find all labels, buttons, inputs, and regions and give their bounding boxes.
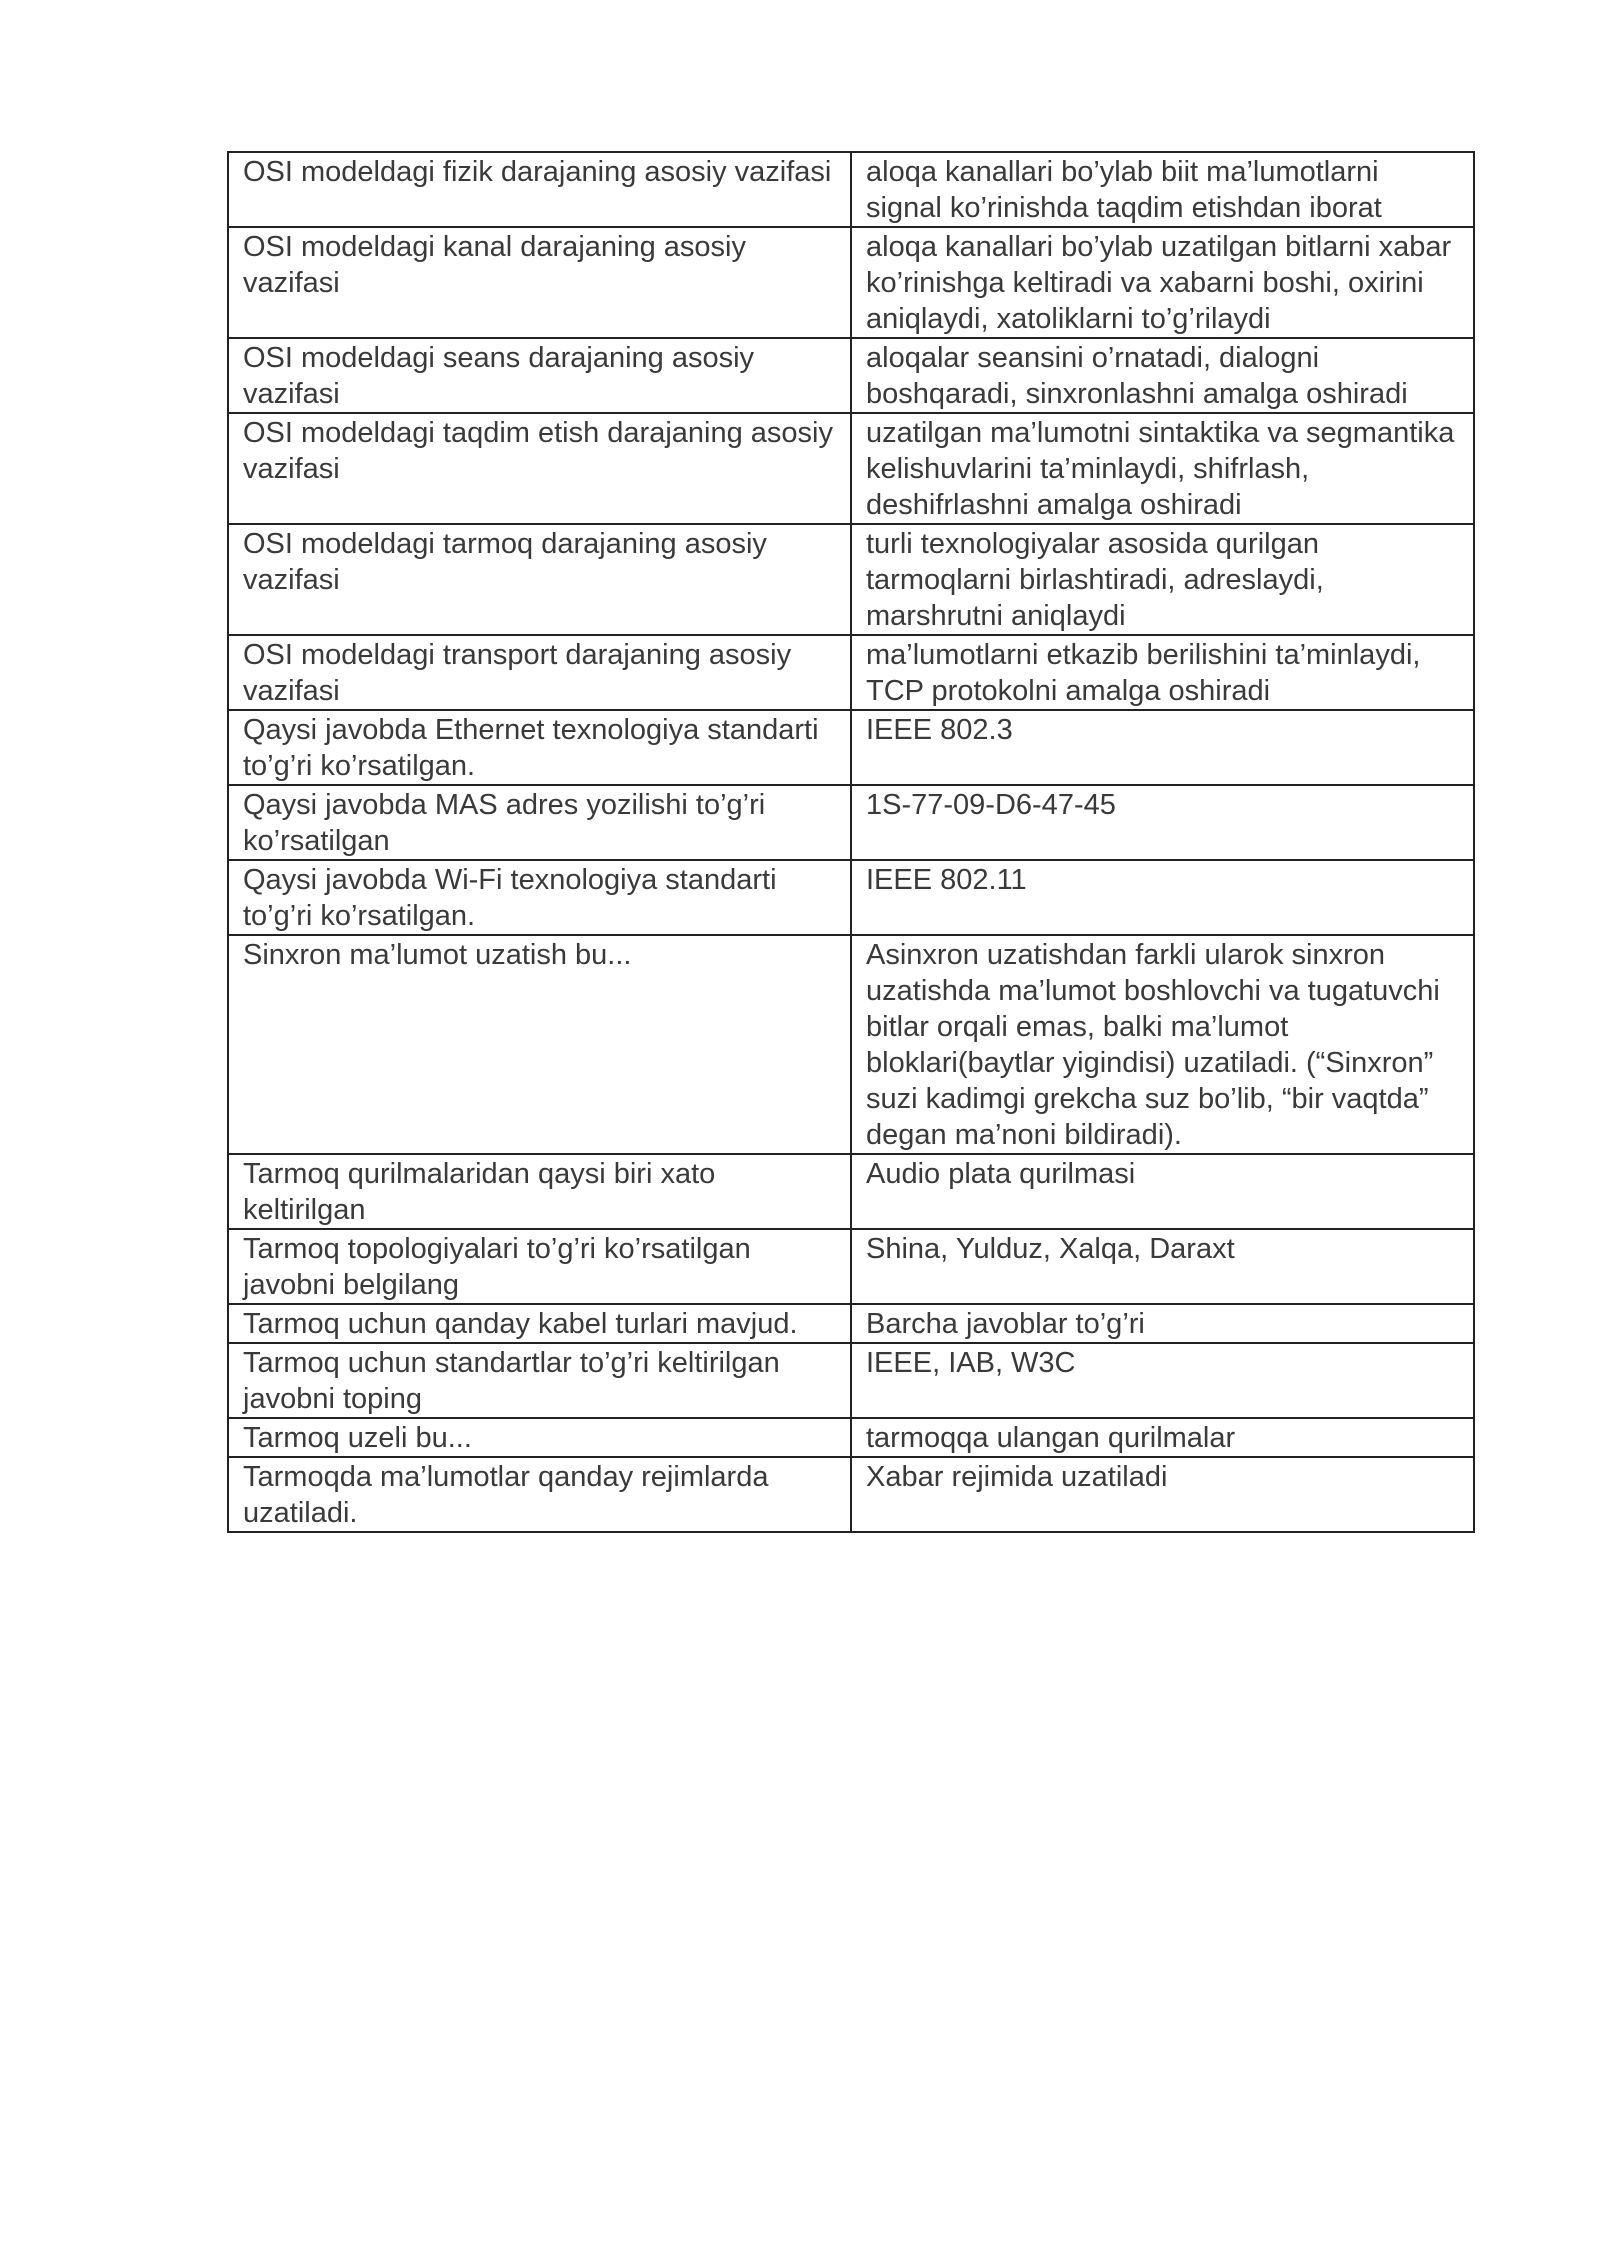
table-row — [228, 1229, 1474, 1304]
answer-cell: IEEE 802.11 — [851, 860, 1474, 935]
table-row — [228, 785, 1474, 860]
question-cell: Qaysi javobda Wi-Fi texnologiya standarti to’g’ri ko’rsatilgan. — [228, 860, 851, 935]
table-row — [228, 1154, 1474, 1229]
question-cell: Qaysi javobda MAS adres yozilishi to’g’ri ko’rsatilgan — [228, 785, 851, 860]
question-cell: OSI modeldagi seans darajaning asosiy vazifasi — [228, 338, 851, 413]
answer-cell: Xabar rejimida uzatiladi — [851, 1457, 1474, 1532]
table-row — [228, 635, 1474, 710]
answer-cell: Asinxron uzatishdan farkli ularok sinxron uzatishda ma’lumot boshlovchi va tugatuvchi bitlar orqali emas, balki ma’lumot bloklari(baytlar yigindisi) uzatiladi. (“Sinxron” suzi kadimgi grekcha suz bo’lib, “bir vaqtda” degan ma’noni bildiradi). — [851, 935, 1474, 1154]
answer-cell: uzatilgan ma’lumotni sintaktika va segmantika kelishuvlarini ta’minlaydi, shifrlash, deshifrlashni amalga oshiradi — [851, 413, 1474, 524]
question-cell: Tarmoq uchun standartlar to’g’ri keltirilgan javobni toping — [228, 1343, 851, 1418]
question-cell: OSI modeldagi tarmoq darajaning asosiy vazifasi — [228, 524, 851, 635]
answer-cell: aloqa kanallari bo’ylab biit ma’lumotlarni signal ko’rinishda taqdim etishdan iborat — [851, 152, 1474, 227]
answer-cell: Barcha javoblar to’g’ri — [851, 1304, 1474, 1343]
answer-cell: IEEE, IAB, W3C — [851, 1343, 1474, 1418]
question-cell: Qaysi javobda Ethernet texnologiya standarti to’g’ri ko’rsatilgan. — [228, 710, 851, 785]
table-row — [228, 935, 1474, 1154]
table-row — [228, 152, 1474, 227]
table-row — [228, 860, 1474, 935]
table-row — [228, 227, 1474, 338]
table-row — [228, 1418, 1474, 1457]
answer-cell: aloqa kanallari bo’ylab uzatilgan bitlarni xabar ko’rinishga keltiradi va xabarni boshi, oxirini aniqlaydi, xatoliklarni to’g’rilaydi — [851, 227, 1474, 338]
question-cell: Sinxron ma’lumot uzatish bu... — [228, 935, 851, 1154]
question-cell: Tarmoq qurilmalaridan qaysi biri xato keltirilgan — [228, 1154, 851, 1229]
table-row — [228, 1343, 1474, 1418]
question-cell: OSI modeldagi fizik darajaning asosiy vazifasi — [228, 152, 851, 227]
question-cell: OSI modeldagi kanal darajaning asosiy vazifasi — [228, 227, 851, 338]
table-row — [228, 524, 1474, 635]
question-cell: Tarmoq uchun qanday kabel turlari mavjud. — [228, 1304, 851, 1343]
answer-cell: IEEE 802.3 — [851, 710, 1474, 785]
answer-cell: tarmoqqa ulangan qurilmalar — [851, 1418, 1474, 1457]
answer-cell: 1S-77-09-D6-47-45 — [851, 785, 1474, 860]
answer-cell: ma’lumotlarni etkazib berilishini ta’minlaydi, TCP protokolni amalga oshiradi — [851, 635, 1474, 710]
answer-cell: Shina, Yulduz, Xalqa, Daraxt — [851, 1229, 1474, 1304]
question-cell: OSI modeldagi transport darajaning asosiy vazifasi — [228, 635, 851, 710]
question-cell: Tarmoqda ma’lumotlar qanday rejimlarda uzatiladi. — [228, 1457, 851, 1532]
table-row — [228, 1304, 1474, 1343]
table-row — [228, 710, 1474, 785]
answer-cell: aloqalar seansini o’rnatadi, dialogni boshqaradi, sinxronlashni amalga oshiradi — [851, 338, 1474, 413]
answer-cell: Audio plata qurilmasi — [851, 1154, 1474, 1229]
table-row — [228, 338, 1474, 413]
question-cell: Tarmoq uzeli bu... — [228, 1418, 851, 1457]
qa-table — [227, 151, 1475, 1533]
answer-cell: turli texnologiyalar asosida qurilgan tarmoqlarni birlashtiradi, adreslaydi, marshrutni aniqlaydi — [851, 524, 1474, 635]
question-cell: Tarmoq topologiyalari to’g’ri ko’rsatilgan javobni belgilang — [228, 1229, 851, 1304]
table-row — [228, 1457, 1474, 1532]
question-cell: OSI modeldagi taqdim etish darajaning asosiy vazifasi — [228, 413, 851, 524]
table-row — [228, 413, 1474, 524]
